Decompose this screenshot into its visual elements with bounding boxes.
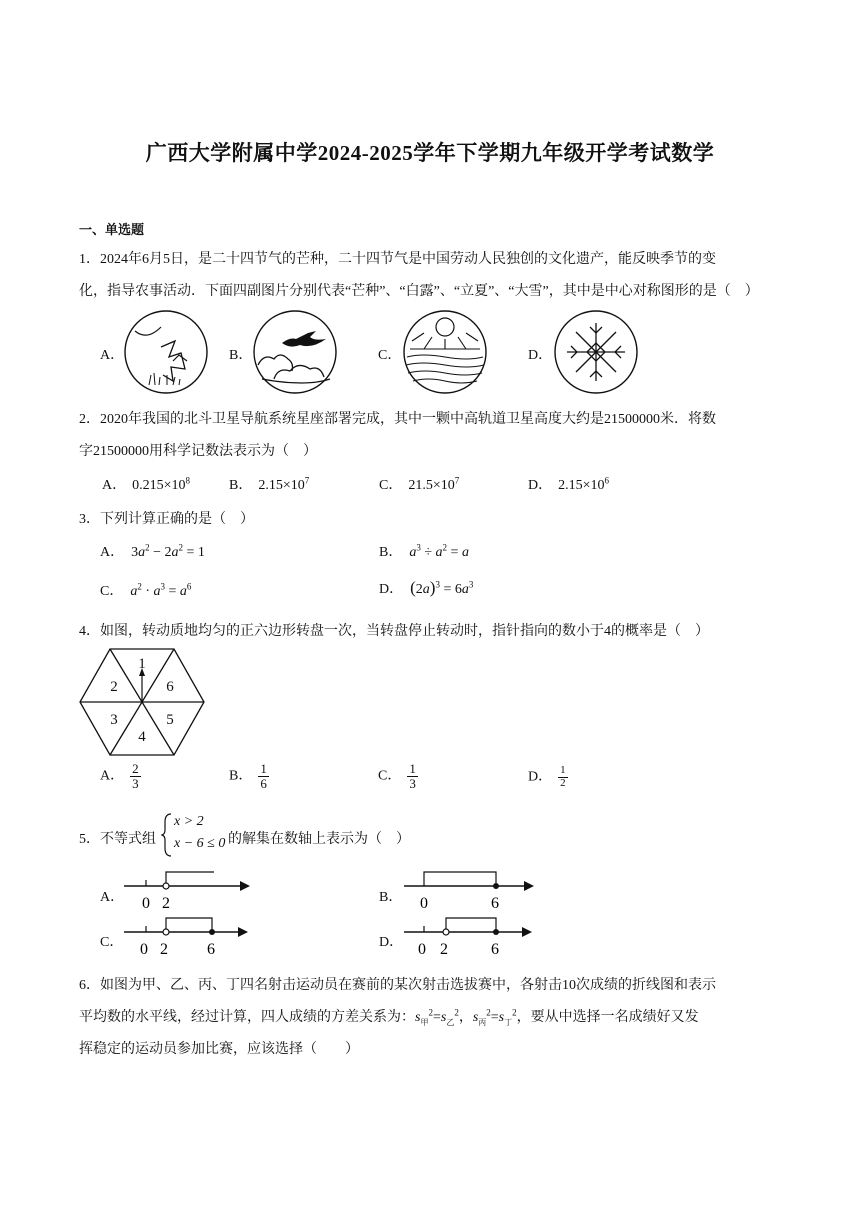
q1-text-line2: 化，指导农事活动．下面四副图片分别代表“芒种”、“白露”、“立夏”、“大雪”，其中是中心对称图形的是（ ） bbox=[79, 284, 759, 299]
d-tick-6: 6 bbox=[491, 941, 499, 956]
q6-text-line1: 6．如图为甲、乙、丙、丁四名射击运动员在赛前的某次射击选拔赛中，各射击10次成绩的折线图和表示 bbox=[79, 978, 716, 993]
a-tick-2: 2 bbox=[162, 895, 170, 912]
q5-brace bbox=[161, 812, 173, 858]
d-tick-0: 0 bbox=[418, 941, 426, 956]
section-heading: 一、单选题 bbox=[79, 222, 145, 237]
c-tick-6: 6 bbox=[207, 941, 215, 956]
q5-option-b-numberline bbox=[400, 868, 536, 912]
q5-inequality-1: x > 2 bbox=[174, 814, 204, 829]
q5-option-c-label: C． bbox=[100, 935, 124, 950]
q3-text: 3．下列计算正确的是（ ） bbox=[79, 512, 254, 527]
q5-option-d-label: D． bbox=[379, 935, 404, 950]
q2-text-line1: 2．2020年我国的北斗卫星导航系统星座部署完成，其中一颗中高轨道卫星高度大约是21500000米．将数 bbox=[79, 412, 716, 427]
spinner-label-3: 3 bbox=[110, 712, 118, 728]
q5-option-a-numberline bbox=[120, 868, 252, 912]
spinner-label-4: 4 bbox=[138, 729, 146, 745]
c-tick-0: 0 bbox=[140, 941, 148, 956]
q1-option-c-label: C． bbox=[378, 348, 402, 363]
q4-option-c: C． $\frac{1}{3}$ bbox=[378, 761, 416, 791]
q3-option-c: C． $a^2 \cdot a^3 = a^6$ bbox=[100, 581, 192, 599]
q4-option-d: D． $\frac{1}{2}$ bbox=[528, 764, 566, 789]
a-tick-0: 0 bbox=[142, 895, 150, 912]
spinner-label-2: 2 bbox=[110, 679, 118, 695]
c-tick-2: 2 bbox=[160, 941, 168, 956]
q3-option-a: A． $3a^2 - 2a^2 = 1$ bbox=[100, 542, 205, 560]
q6-text-line3: 挥稳定的运动员参加比赛，应该选择（ ） bbox=[79, 1042, 359, 1057]
q1-image-bailu bbox=[252, 309, 338, 395]
q1-image-lixia bbox=[402, 309, 488, 395]
q6-text-line2: 平均数的水平线，经过计算，四人成绩的方差关系为：$s_甲^2=s_乙^2$，$s_丙^2=s_丁^2$，要从中选择一名成绩好又发 bbox=[79, 1007, 699, 1027]
q1-option-d-label: D． bbox=[528, 348, 553, 363]
q3-option-b: B． $a^3 \div a^2 = a$ bbox=[379, 542, 469, 560]
q5-stem-prefix: 5．不等式组 bbox=[79, 832, 156, 847]
q2-option-a: A． $0.215\times 10^8$ bbox=[102, 475, 191, 493]
page-title: 广西大学附属中学2024-2025学年下学期九年级开学考试数学 bbox=[145, 141, 715, 165]
q2-option-d: D． $2.15\times 10^6$ bbox=[528, 475, 610, 493]
q2-option-c: C． $21.5\times 10^7$ bbox=[379, 475, 460, 493]
q1-image-daxue bbox=[553, 309, 639, 395]
q4-option-a: A． $\frac{2}{3}$ bbox=[100, 761, 139, 791]
q4-text: 4．如图，转动质地均匀的正六边形转盘一次，当转盘停止转动时，指针指向的数小于4的概率是（ ） bbox=[79, 624, 709, 639]
q4-hexagon-spinner bbox=[77, 646, 207, 758]
spinner-label-5: 5 bbox=[166, 712, 174, 728]
d-tick-2: 2 bbox=[440, 941, 448, 956]
q5-option-c-numberline bbox=[120, 912, 252, 956]
q1-text-line1: 1．2024年6月5日，是二十四节气的芒种，二十四节气是中国劳动人民独创的文化遗产，能反映季节的变 bbox=[79, 252, 716, 267]
q1-option-b-label: B． bbox=[229, 348, 253, 363]
b-tick-0: 0 bbox=[420, 895, 428, 912]
q2-option-b: B． $2.15\times 10^7$ bbox=[229, 475, 310, 493]
q1-image-mangzhong bbox=[123, 309, 209, 395]
q2-text-line2: 字21500000用科学记数法表示为（ ） bbox=[79, 444, 317, 459]
q5-option-b-label: B． bbox=[379, 890, 403, 905]
q5-option-a-label: A． bbox=[100, 890, 125, 905]
q5-inequality-2: x − 6 ≤ 0 bbox=[174, 836, 226, 851]
q5-option-d-numberline bbox=[400, 912, 536, 956]
q3-option-d: D． $(2a)^3 = 6a^3$ bbox=[379, 578, 474, 597]
q1-option-a-label: A． bbox=[100, 348, 125, 363]
q4-option-b: B． $\frac{1}{6}$ bbox=[229, 761, 267, 791]
b-tick-6: 6 bbox=[491, 895, 499, 912]
spinner-label-6: 6 bbox=[166, 679, 174, 695]
spinner-label-1: 1 bbox=[138, 656, 146, 672]
q5-stem-suffix: 的解集在数轴上表示为（ ） bbox=[228, 832, 410, 847]
